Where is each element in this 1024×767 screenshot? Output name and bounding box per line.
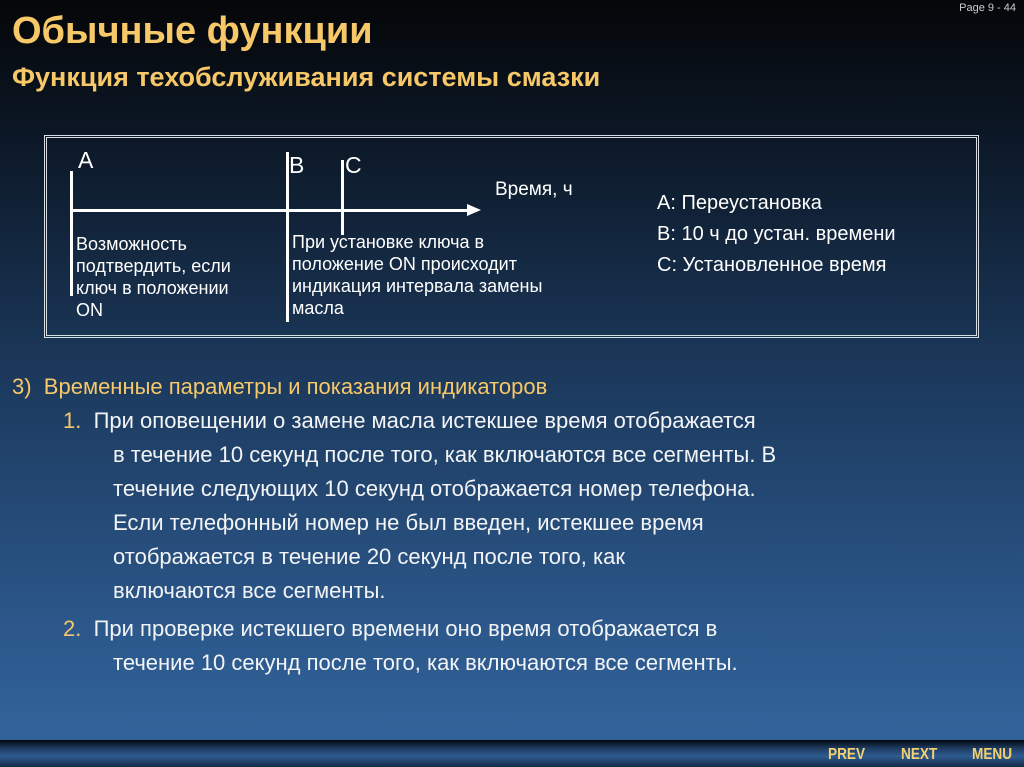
marker-c-label: C [345,152,362,178]
page-title: Обычные функции [12,10,373,52]
next-button[interactable]: NEXT [901,746,938,763]
text-line: ключ в положении [76,278,229,298]
marker-b-label: B [289,152,305,178]
footer-bar [0,740,1024,767]
section-heading [12,370,547,404]
text-line: в течение 10 секунд после того, как включаются все сегменты. В [113,442,777,467]
legend-item: C: Установленное время [657,254,887,276]
text-line: течение следующих 10 секунд отображается номер телефона. [113,476,756,501]
prev-button[interactable]: PREV [828,746,866,763]
legend [657,188,896,281]
text-line: течение 10 секунд после того, как включаются все сегменты. [113,650,738,675]
arrow-right-icon [467,204,481,216]
timeline-diagram [44,135,979,338]
legend-item: A: Переустановка [657,192,822,214]
text-line: масла [292,298,344,318]
text-line: включаются все сегменты. [113,578,386,603]
item-number: 2. [63,616,82,641]
text-line: При оповещении о замене масла истекшее время отображается [93,408,756,433]
marker-a-description [76,233,231,321]
page-subtitle: Функция техобслуживания системы смазки [12,62,601,92]
text-line: Возможность [76,234,187,254]
text-line: положение ON происходит [292,254,517,274]
text-line: отображается в течение 20 секунд после того, как [113,544,625,569]
text-line: ON [76,300,103,320]
marker-c-line [341,160,344,235]
time-axis [72,209,472,212]
text-line: При установке ключа в [292,232,485,252]
legend-item: B: 10 ч до устан. времени [657,223,896,245]
section-title: Временные параметры и показания индикаторов [43,374,548,399]
text-line: Если телефонный номер не был введен, истекшее время [113,510,704,535]
item-number: 1. [63,408,82,433]
marker-a-label: A [78,147,94,173]
list-item-1 [63,404,776,608]
menu-button[interactable]: MENU [972,746,1013,763]
text-line: При проверке истекшего времени оно время отображается в [93,616,718,641]
marker-a-line [70,171,73,296]
marker-b-description [292,231,542,319]
text-line: индикация интервала замены [292,276,543,296]
axis-label: Время, ч [495,179,573,200]
list-item-2 [63,612,738,680]
section-number: 3) [12,374,32,399]
text-line: подтвердить, если [76,256,231,276]
page-indicator: Page 9 - 44 [959,2,1016,14]
